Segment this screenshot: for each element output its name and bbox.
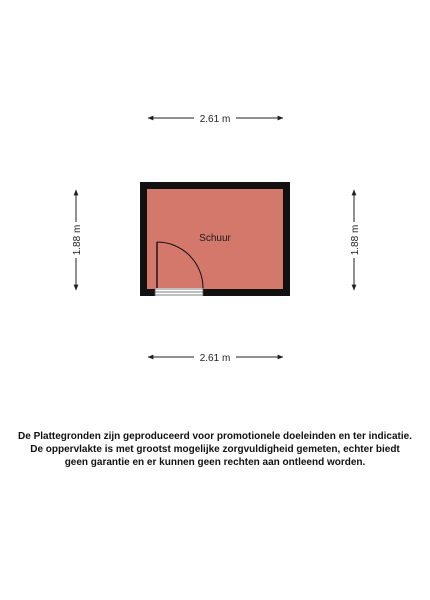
left-dimension <box>72 190 83 290</box>
top-dimension-label: 2.61 m <box>199 114 231 125</box>
disclaimer <box>0 430 430 469</box>
left-dimension-label: 1.88 m <box>72 224 83 256</box>
top-dimension <box>148 114 283 125</box>
right-dimension-label: 1.88 m <box>350 224 361 256</box>
bottom-dimension <box>148 353 283 364</box>
disclaimer-line-3: geen garantie en er kunnen geen rechten aan ontleend worden. <box>64 457 366 468</box>
disclaimer-line-1: De Plattegronden zijn geproduceerd voor promotionele doeleinden en ter indicatie. <box>18 431 412 442</box>
right-dimension <box>350 190 361 290</box>
disclaimer-line-2: De oppervlakte is met grootst mogelijke zorgvuldigheid gemeten, echter biedt <box>30 444 400 455</box>
bottom-dimension-label: 2.61 m <box>199 353 231 364</box>
room-label: Schuur <box>199 233 231 244</box>
